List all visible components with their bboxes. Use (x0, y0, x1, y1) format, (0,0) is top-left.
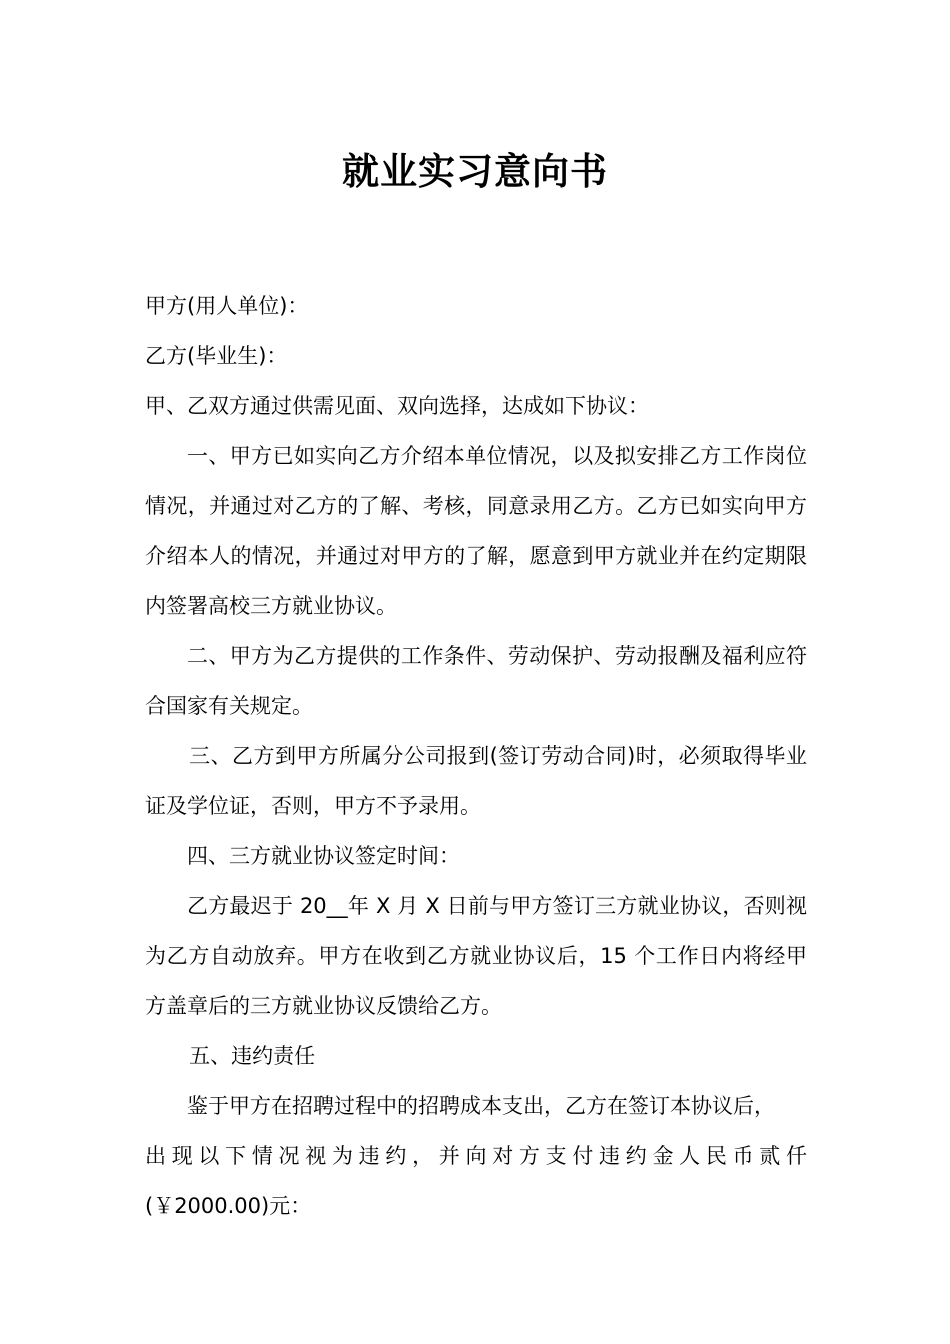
document-body (145, 281, 807, 1231)
clause-5-heading: 五、违约责任 (189, 1044, 316, 1068)
clause-4-body: 乙方最迟于 20__年 X 月 X 日前与甲方签订三方就业协议，否则视为乙方自动放弃。甲方在收到乙方就业协议后，15 个工作日内将经甲方盖章后的三方就业协议反馈给乙方。 (145, 894, 807, 1018)
party-a-line: 甲方(用人单位)： (145, 294, 309, 318)
clause-5-body-line-2: 出现以下情况视为违约，并向对方支付违约金人民币贰仟 (145, 1144, 807, 1168)
clause-3: 三、乙方到甲方所属分公司报到(签订劳动合同)时，必须取得毕业证及学位证，否则，甲方不予录用。 (145, 744, 807, 818)
clause-1: 一、甲方已如实向乙方介绍本单位情况，以及拟安排乙方工作岗位情况，并通过对乙方的了解、考核，同意录用乙方。乙方已如实向甲方介绍本人的情况，并通过对甲方的了解，愿意到甲方就业并在约定期限内签署高校三方就业协议。 (145, 444, 807, 618)
clause-5-body-line-1: 鉴于甲方在招聘过程中的招聘成本支出，乙方在签订本协议后， (187, 1094, 775, 1118)
agreement-intro: 甲、乙双方通过供需见面、双向选择，达成如下协议： (145, 394, 649, 418)
clause-4-heading: 四、三方就业协议签定时间： (187, 844, 460, 868)
clause-5-body-line-3: (￥2000.00)元： (145, 1194, 312, 1218)
clause-2: 二、甲方为乙方提供的工作条件、劳动保护、劳动报酬及福利应符合国家有关规定。 (145, 644, 807, 718)
party-b-line: 乙方(毕业生)： (145, 344, 288, 368)
document-title: 就业实习意向书 (342, 149, 608, 193)
